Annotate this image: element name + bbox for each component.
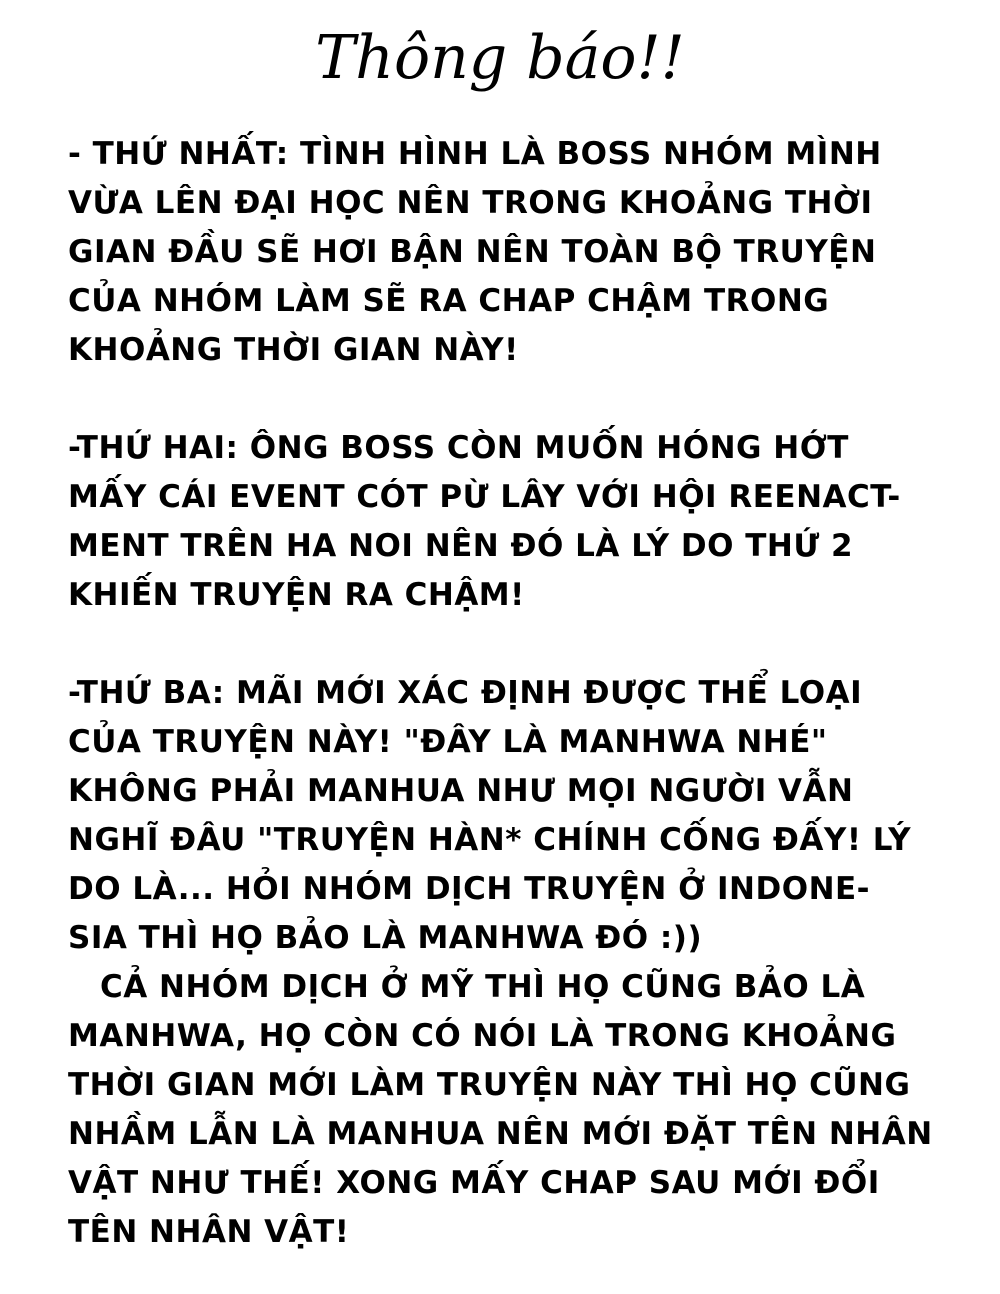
- text-line: SIA THÌ HỌ BẢO LÀ MANHWA ĐÓ :)): [68, 920, 703, 956]
- text-line: KHIẾN TRUYỆN RA CHẬM!: [68, 577, 525, 613]
- notice-body: [68, 130, 968, 1257]
- text-line: VẬT NHƯ THẾ! XONG MẤY CHAP SAU MỚI ĐỔI: [68, 1165, 880, 1201]
- text-line: CỦA NHÓM LÀM SẼ RA CHAP CHẬM TRONG: [68, 283, 830, 319]
- text-line: KHOẢNG THỜI GIAN NÀY!: [68, 332, 519, 368]
- page-title: Thông báo!!: [315, 23, 685, 93]
- text-line: MANHWA, HỌ CÒN CÓ NÓI LÀ TRONG KHOẢNG: [68, 1018, 897, 1054]
- paragraph-spacer: [68, 620, 968, 669]
- text-line: MENT TRÊN HA NOI NÊN ĐÓ LÀ LÝ DO THỨ 2: [68, 528, 854, 564]
- text-line: VỪA LÊN ĐẠI HỌC NÊN TRONG KHOẢNG THỜI: [68, 185, 873, 221]
- text-line: - THỨ NHẤT: TÌNH HÌNH LÀ BOSS NHÓM MÌNH: [68, 136, 882, 172]
- text-line: NHẦM LẪN LÀ MANHUA NÊN MỚI ĐẶT TÊN NHÂN: [68, 1116, 933, 1152]
- text-line: DO LÀ... HỎI NHÓM DỊCH TRUYỆN Ở INDONE-: [68, 871, 871, 907]
- text-line: THỜI GIAN MỚI LÀM TRUYỆN NÀY THÌ HỌ CŨNG: [68, 1067, 911, 1103]
- text-line: KHÔNG PHẢI MANHUA NHƯ MỌI NGƯỜI VẪN: [68, 773, 854, 809]
- text-line: NGHĨ ĐÂU "TRUYỆN HÀN* CHÍNH CỐNG ĐẤY! LÝ: [68, 822, 912, 858]
- text-line: GIAN ĐẦU SẼ HƠI BẬN NÊN TOÀN BỘ TRUYỆN: [68, 234, 877, 270]
- text-line: MẤY CÁI EVENT CÓT PỪ LÂY VỚI HỘI REENACT-: [68, 479, 901, 515]
- paragraph-second: [68, 424, 968, 620]
- paragraph-first: [68, 130, 968, 375]
- paragraph-third: [68, 669, 968, 963]
- text-line: TÊN NHÂN VẬT!: [68, 1214, 350, 1250]
- paragraph-fourth: [68, 963, 968, 1257]
- text-line: -THỨ BA: MÃI MỚI XÁC ĐỊNH ĐƯỢC THỂ LOẠI: [68, 675, 863, 711]
- paragraph-spacer: [68, 375, 968, 424]
- text-line: CẢ NHÓM DỊCH Ở MỸ THÌ HỌ CŨNG BẢO LÀ: [100, 969, 866, 1005]
- text-line: -THỨ HAI: ÔNG BOSS CÒN MUỐN HÓNG HỚT: [68, 430, 849, 466]
- text-line: CỦA TRUYỆN NÀY! "ĐÂY LÀ MANHWA NHÉ": [68, 724, 828, 760]
